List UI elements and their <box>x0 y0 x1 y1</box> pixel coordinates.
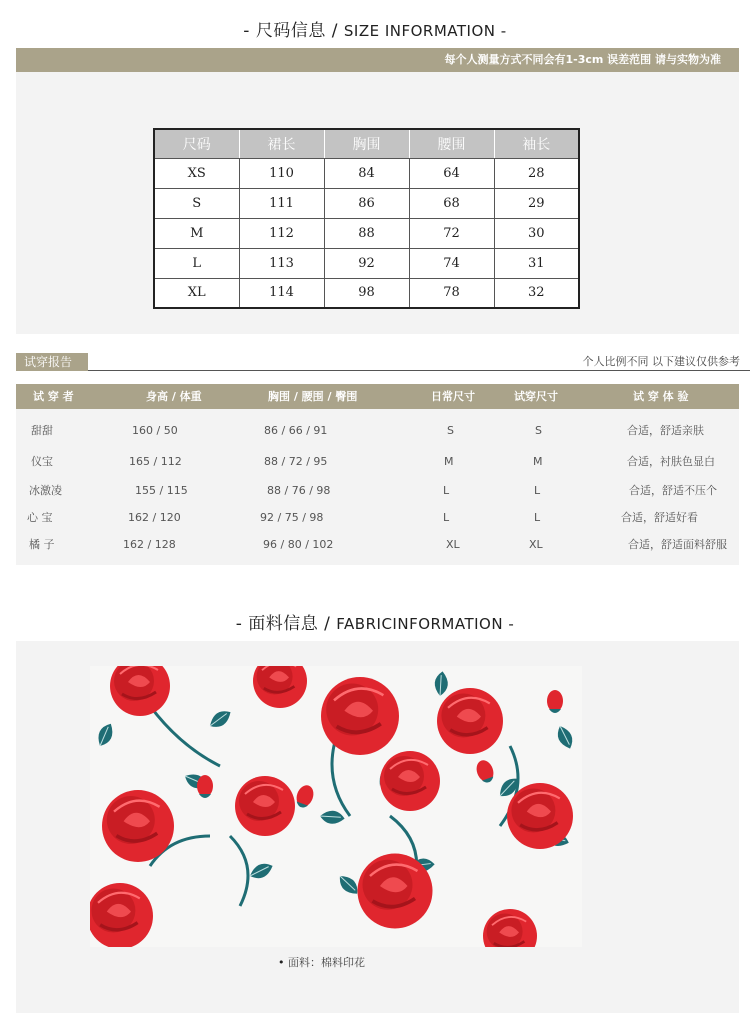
fabric-panel <box>16 641 739 1013</box>
size-section-title <box>0 16 750 41</box>
size-cell: 31 <box>494 248 579 278</box>
size-cell: XS <box>154 158 239 188</box>
size-table <box>153 128 580 309</box>
report-cell: 96 / 80 / 102 <box>263 538 334 551</box>
size-panel <box>16 72 739 334</box>
report-row <box>16 535 739 555</box>
report-cell: 合适，衬肤色显白 <box>627 455 715 468</box>
report-cell: 165 / 112 <box>129 455 182 468</box>
report-header-cell: 日常尺寸 <box>431 390 475 403</box>
report-cell: M <box>533 455 543 468</box>
size-cell: 32 <box>494 278 579 308</box>
report-cell: 88 / 76 / 98 <box>267 484 331 497</box>
size-cell: M <box>154 218 239 248</box>
report-cell: L <box>443 484 450 497</box>
report-cell: L <box>443 511 450 524</box>
size-cell: 114 <box>239 278 324 308</box>
size-cell: 78 <box>409 278 494 308</box>
report-tab-label: 试穿报告 <box>16 353 88 371</box>
size-cell: 112 <box>239 218 324 248</box>
report-note: 个人比例不同 以下建议仅供参考 <box>582 355 740 368</box>
size-cell: 68 <box>409 188 494 218</box>
report-cell: 88 / 72 / 95 <box>264 455 328 468</box>
report-cell: S <box>535 424 542 437</box>
size-cell: 28 <box>494 158 579 188</box>
rose-print-image <box>90 666 582 947</box>
report-header-bar <box>16 384 739 409</box>
size-cell: 72 <box>409 218 494 248</box>
size-header-cell: 袖长 <box>494 129 579 158</box>
report-row <box>16 452 739 472</box>
size-table-row <box>154 248 579 278</box>
report-cell: S <box>447 424 454 437</box>
report-cell: XL <box>529 538 543 551</box>
report-cell: 92 / 75 / 98 <box>260 511 324 524</box>
size-table-row <box>154 158 579 188</box>
size-cell: 74 <box>409 248 494 278</box>
size-cell: 98 <box>324 278 409 308</box>
report-panel <box>16 409 739 565</box>
size-header-cell: 腰围 <box>409 129 494 158</box>
report-cell: L <box>534 511 541 524</box>
report-cell: 合适，舒适不压个 <box>629 484 717 497</box>
size-table-row <box>154 218 579 248</box>
report-cell: M <box>444 455 454 468</box>
size-cell: 64 <box>409 158 494 188</box>
fabric-photo <box>90 666 582 947</box>
report-cell: XL <box>446 538 460 551</box>
size-note: 每个人测量方式不同会有1-3cm 误差范围 请与实物为准 <box>444 53 721 66</box>
report-cell: 合适，舒适亲肤 <box>627 424 704 437</box>
size-table-header-row <box>154 129 579 158</box>
size-table-row <box>154 278 579 308</box>
size-title-cn: - 尺码信息 / <box>243 21 344 41</box>
size-header-cell: 胸围 <box>324 129 409 158</box>
size-cell: XL <box>154 278 239 308</box>
size-cell: 86 <box>324 188 409 218</box>
report-cell: 160 / 50 <box>132 424 178 437</box>
report-row <box>16 421 739 441</box>
report-cell: L <box>534 484 541 497</box>
report-header-cell: 胸围 / 腰围 / 臀围 <box>268 390 358 403</box>
report-header-cell: 试 穿 者 <box>33 390 74 403</box>
report-header-cell: 试穿尺寸 <box>514 390 558 403</box>
report-cell: 162 / 128 <box>123 538 176 551</box>
report-cell: 162 / 120 <box>128 511 181 524</box>
size-table-row <box>154 188 579 218</box>
size-cell: 88 <box>324 218 409 248</box>
fabric-caption: • 面料：棉料印花 <box>278 954 365 970</box>
size-cell: L <box>154 248 239 278</box>
report-header-cell: 身高 / 体重 <box>146 390 202 403</box>
fabric-section-title <box>0 609 750 634</box>
report-cell: 合适，舒适面料舒服 <box>628 538 727 551</box>
size-header-cell: 尺码 <box>154 129 239 158</box>
size-cell: 84 <box>324 158 409 188</box>
size-cell: S <box>154 188 239 218</box>
report-cell: 心 宝 <box>27 511 53 524</box>
size-cell: 111 <box>239 188 324 218</box>
report-cell: 冰激凌 <box>29 484 62 497</box>
report-cell: 仪宝 <box>31 455 53 468</box>
size-cell: 113 <box>239 248 324 278</box>
size-title-en: SIZE INFORMATION - <box>343 22 507 40</box>
size-cell: 92 <box>324 248 409 278</box>
fabric-title-cn: - 面料信息 / <box>235 614 337 634</box>
size-cell: 29 <box>494 188 579 218</box>
report-row <box>16 508 739 528</box>
report-cell: 155 / 115 <box>135 484 188 497</box>
report-cell: 86 / 66 / 91 <box>264 424 328 437</box>
size-header-cell: 裙长 <box>239 129 324 158</box>
fabric-title-en: FABRICINFORMATION - <box>336 615 515 633</box>
size-cell: 110 <box>239 158 324 188</box>
report-heading <box>16 351 750 371</box>
size-cell: 30 <box>494 218 579 248</box>
report-cell: 甜甜 <box>31 424 53 437</box>
size-note-bar <box>16 48 739 72</box>
report-cell: 橘 子 <box>29 538 55 551</box>
report-cell: 合适，舒适好看 <box>621 511 698 524</box>
report-row <box>16 481 739 501</box>
report-header-cell: 试 穿 体 验 <box>633 390 689 403</box>
